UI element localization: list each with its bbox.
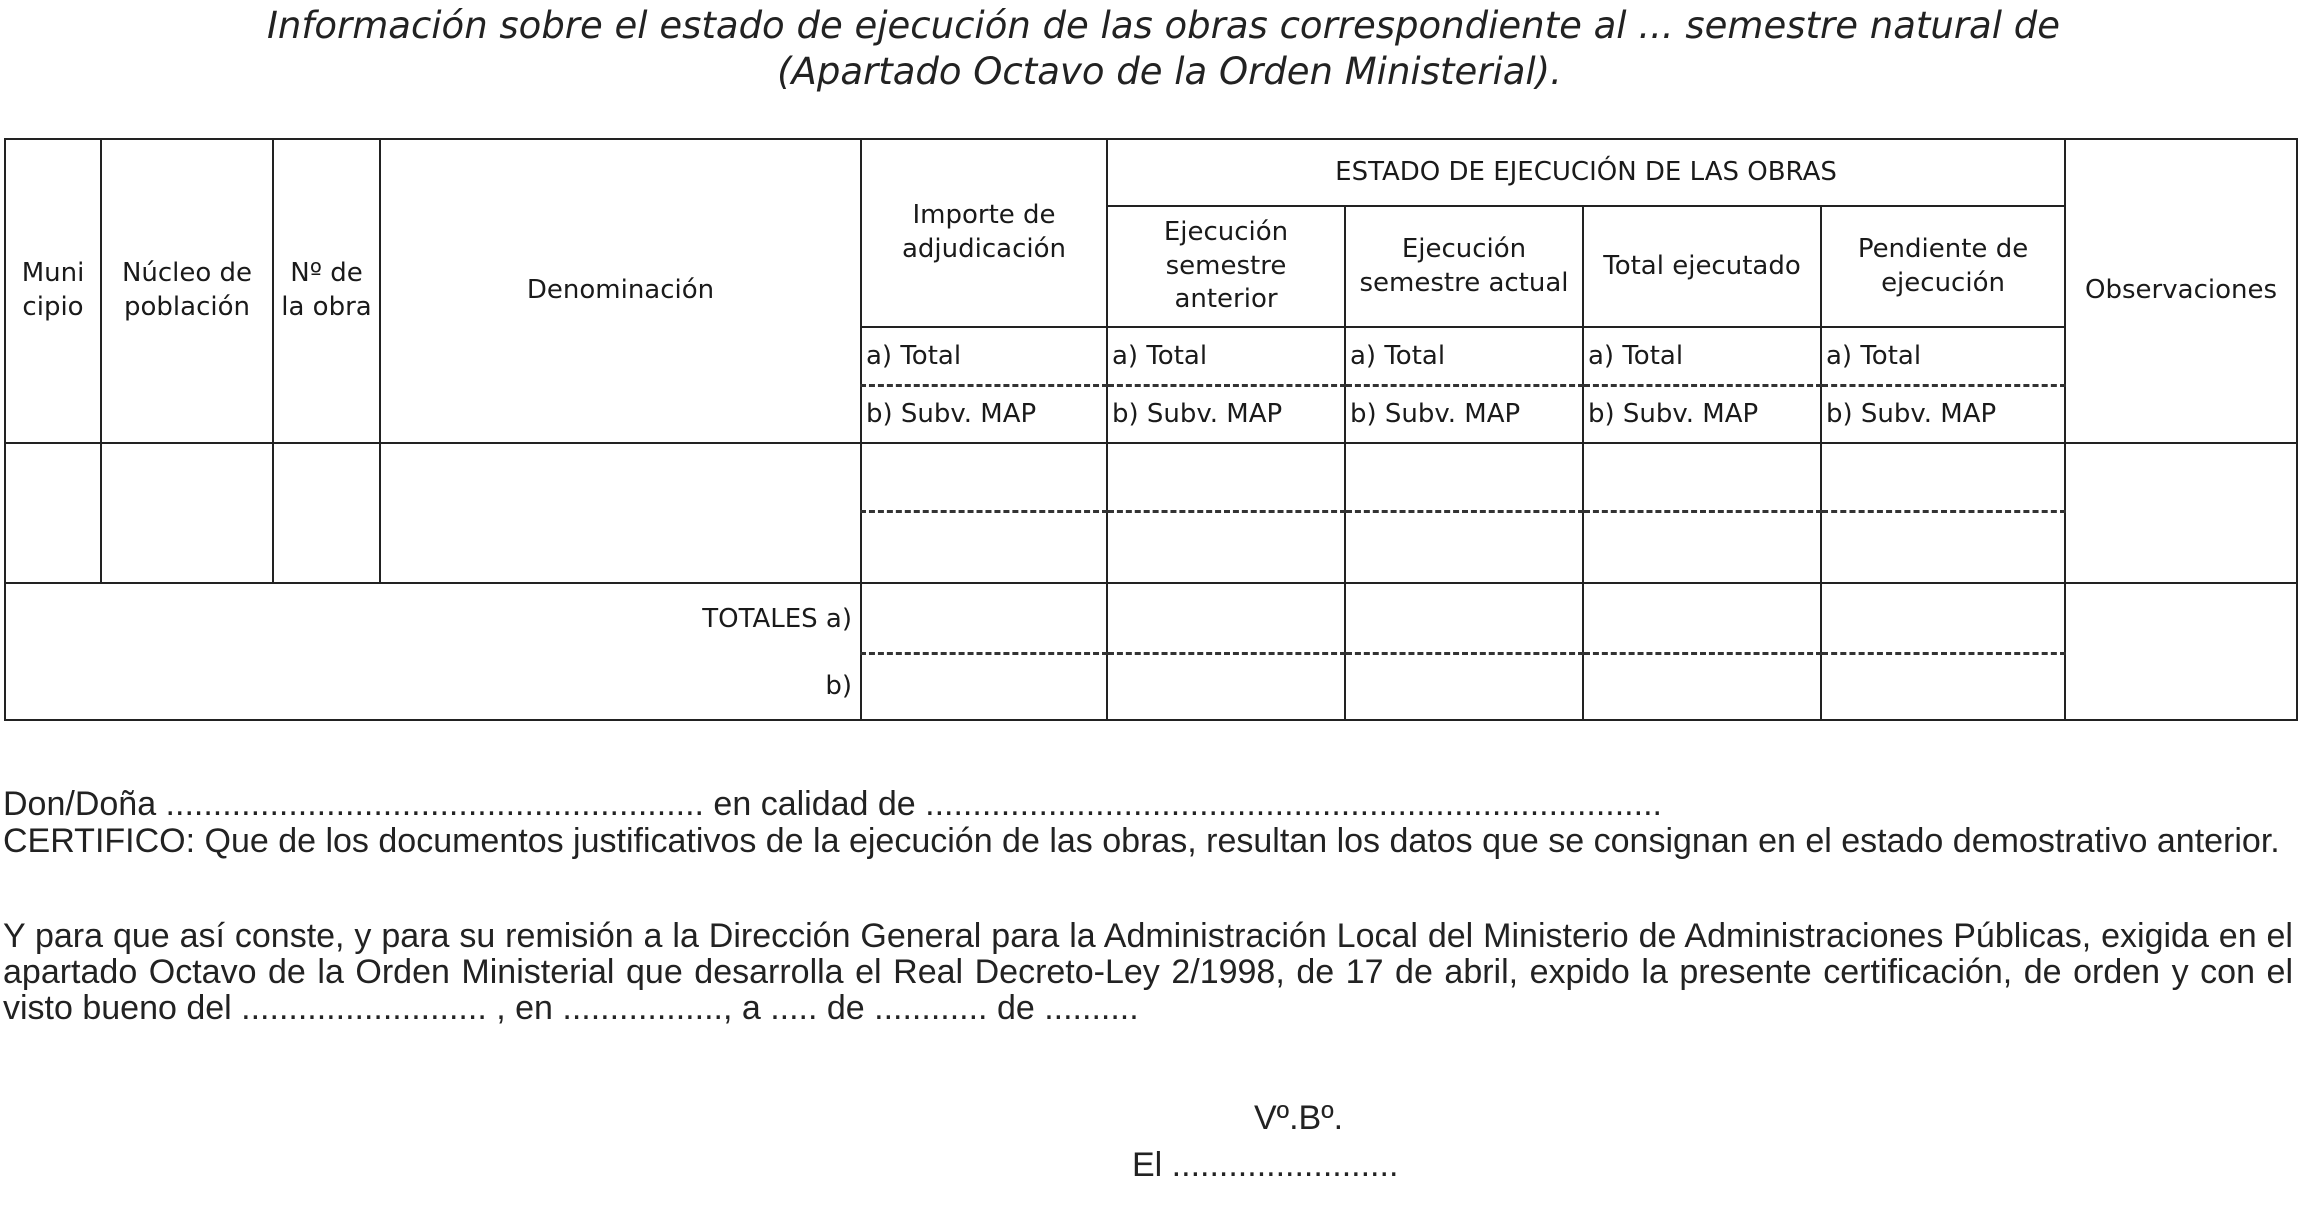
totales-a-label: TOTALES a) — [5, 583, 861, 653]
subheader-ejecutado-subv: b) Subv. MAP — [1583, 385, 1821, 443]
subheader-pendiente-subv: b) Subv. MAP — [1821, 385, 2065, 443]
execution-status-table — [4, 138, 2298, 721]
header-numero-obra: Nº de la obra — [273, 139, 380, 443]
totales-importe-a — [861, 583, 1107, 653]
cell-actual-a — [1345, 443, 1583, 511]
header-nucleo-poblacion: Núcleo de población — [101, 139, 273, 443]
totales-ejecutado-a — [1583, 583, 1821, 653]
cell-municipio — [5, 443, 101, 583]
header-ejecucion-semestre-anterior: Ejecución semestre anterior — [1107, 206, 1345, 327]
header-estado-ejecucion: ESTADO DE EJECUCIÓN DE LAS OBRAS — [1107, 139, 2065, 206]
header-municipio: Muni cipio — [5, 139, 101, 443]
visto-bueno-label: Vº.Bº. — [1254, 1099, 1344, 1137]
cell-numero-obra — [273, 443, 380, 583]
cell-ejecutado-b — [1583, 511, 1821, 583]
subheader-anterior-subv: b) Subv. MAP — [1107, 385, 1345, 443]
cell-actual-b — [1345, 511, 1583, 583]
totales-actual-a — [1345, 583, 1583, 653]
cell-ejecutado-a — [1583, 443, 1821, 511]
header-denominacion: Denominación — [380, 139, 861, 443]
totales-observaciones — [2065, 583, 2297, 720]
remision-paragraph: Y para que así conste, y para su remisión a la Dirección General para la Administración Local del Ministerio de Administraciones Públicas, exigida en el apartado Octavo de la Orden Ministerial que desarrolla el Real Decreto-Ley 2/1998, de 17 de abril, expido la presente certificación, de orden y con el visto bueno del .......................... , en ................., a ..... de ............ de .......... — [3, 917, 2293, 1027]
header-pendiente-ejecucion: Pendiente de ejecución — [1821, 206, 2065, 327]
cell-denominacion — [380, 443, 861, 583]
totales-anterior-b — [1107, 653, 1345, 720]
subheader-actual-total: a) Total — [1345, 327, 1583, 385]
cell-pendiente-a — [1821, 443, 2065, 511]
header-ejecucion-semestre-actual: Ejecución semestre actual — [1345, 206, 1583, 327]
cell-observaciones — [2065, 443, 2297, 583]
subheader-pendiente-total: a) Total — [1821, 327, 2065, 385]
totales-ejecutado-b — [1583, 653, 1821, 720]
subheader-importe-total: a) Total — [861, 327, 1107, 385]
certifico-paragraph: CERTIFICO: Que de los documentos justificativos de la ejecución de las obras, resultan los datos que se consignan en el estado demostrativo anterior. — [3, 822, 2280, 860]
subheader-ejecutado-total: a) Total — [1583, 327, 1821, 385]
totales-actual-b — [1345, 653, 1583, 720]
cell-importe-b — [861, 511, 1107, 583]
subheader-anterior-total: a) Total — [1107, 327, 1345, 385]
subheader-importe-subv: b) Subv. MAP — [861, 385, 1107, 443]
cell-anterior-b — [1107, 511, 1345, 583]
totales-importe-b — [861, 653, 1107, 720]
subheader-actual-subv: b) Subv. MAP — [1345, 385, 1583, 443]
signatory-line: El ........................ — [1132, 1146, 1399, 1184]
totales-b-label: b) — [5, 653, 861, 720]
form-title-line-1: Información sobre el estado de ejecución de las obras correspondiente al ... semestre natural de — [266, 4, 2061, 47]
header-total-ejecutado: Total ejecutado — [1583, 206, 1821, 327]
don-dona-line: Don/Doña ......................................................... en calidad de .............................................................................. — [3, 785, 1662, 823]
totales-pendiente-a — [1821, 583, 2065, 653]
form-title-line-2: (Apartado Octavo de la Orden Ministerial). — [777, 50, 1562, 93]
header-importe-adjudicacion: Importe de adjudicación — [861, 139, 1107, 327]
cell-anterior-a — [1107, 443, 1345, 511]
header-observaciones: Observaciones — [2065, 139, 2297, 443]
totales-pendiente-b — [1821, 653, 2065, 720]
cell-pendiente-b — [1821, 511, 2065, 583]
cell-importe-a — [861, 443, 1107, 511]
cell-nucleo — [101, 443, 273, 583]
totales-anterior-a — [1107, 583, 1345, 653]
